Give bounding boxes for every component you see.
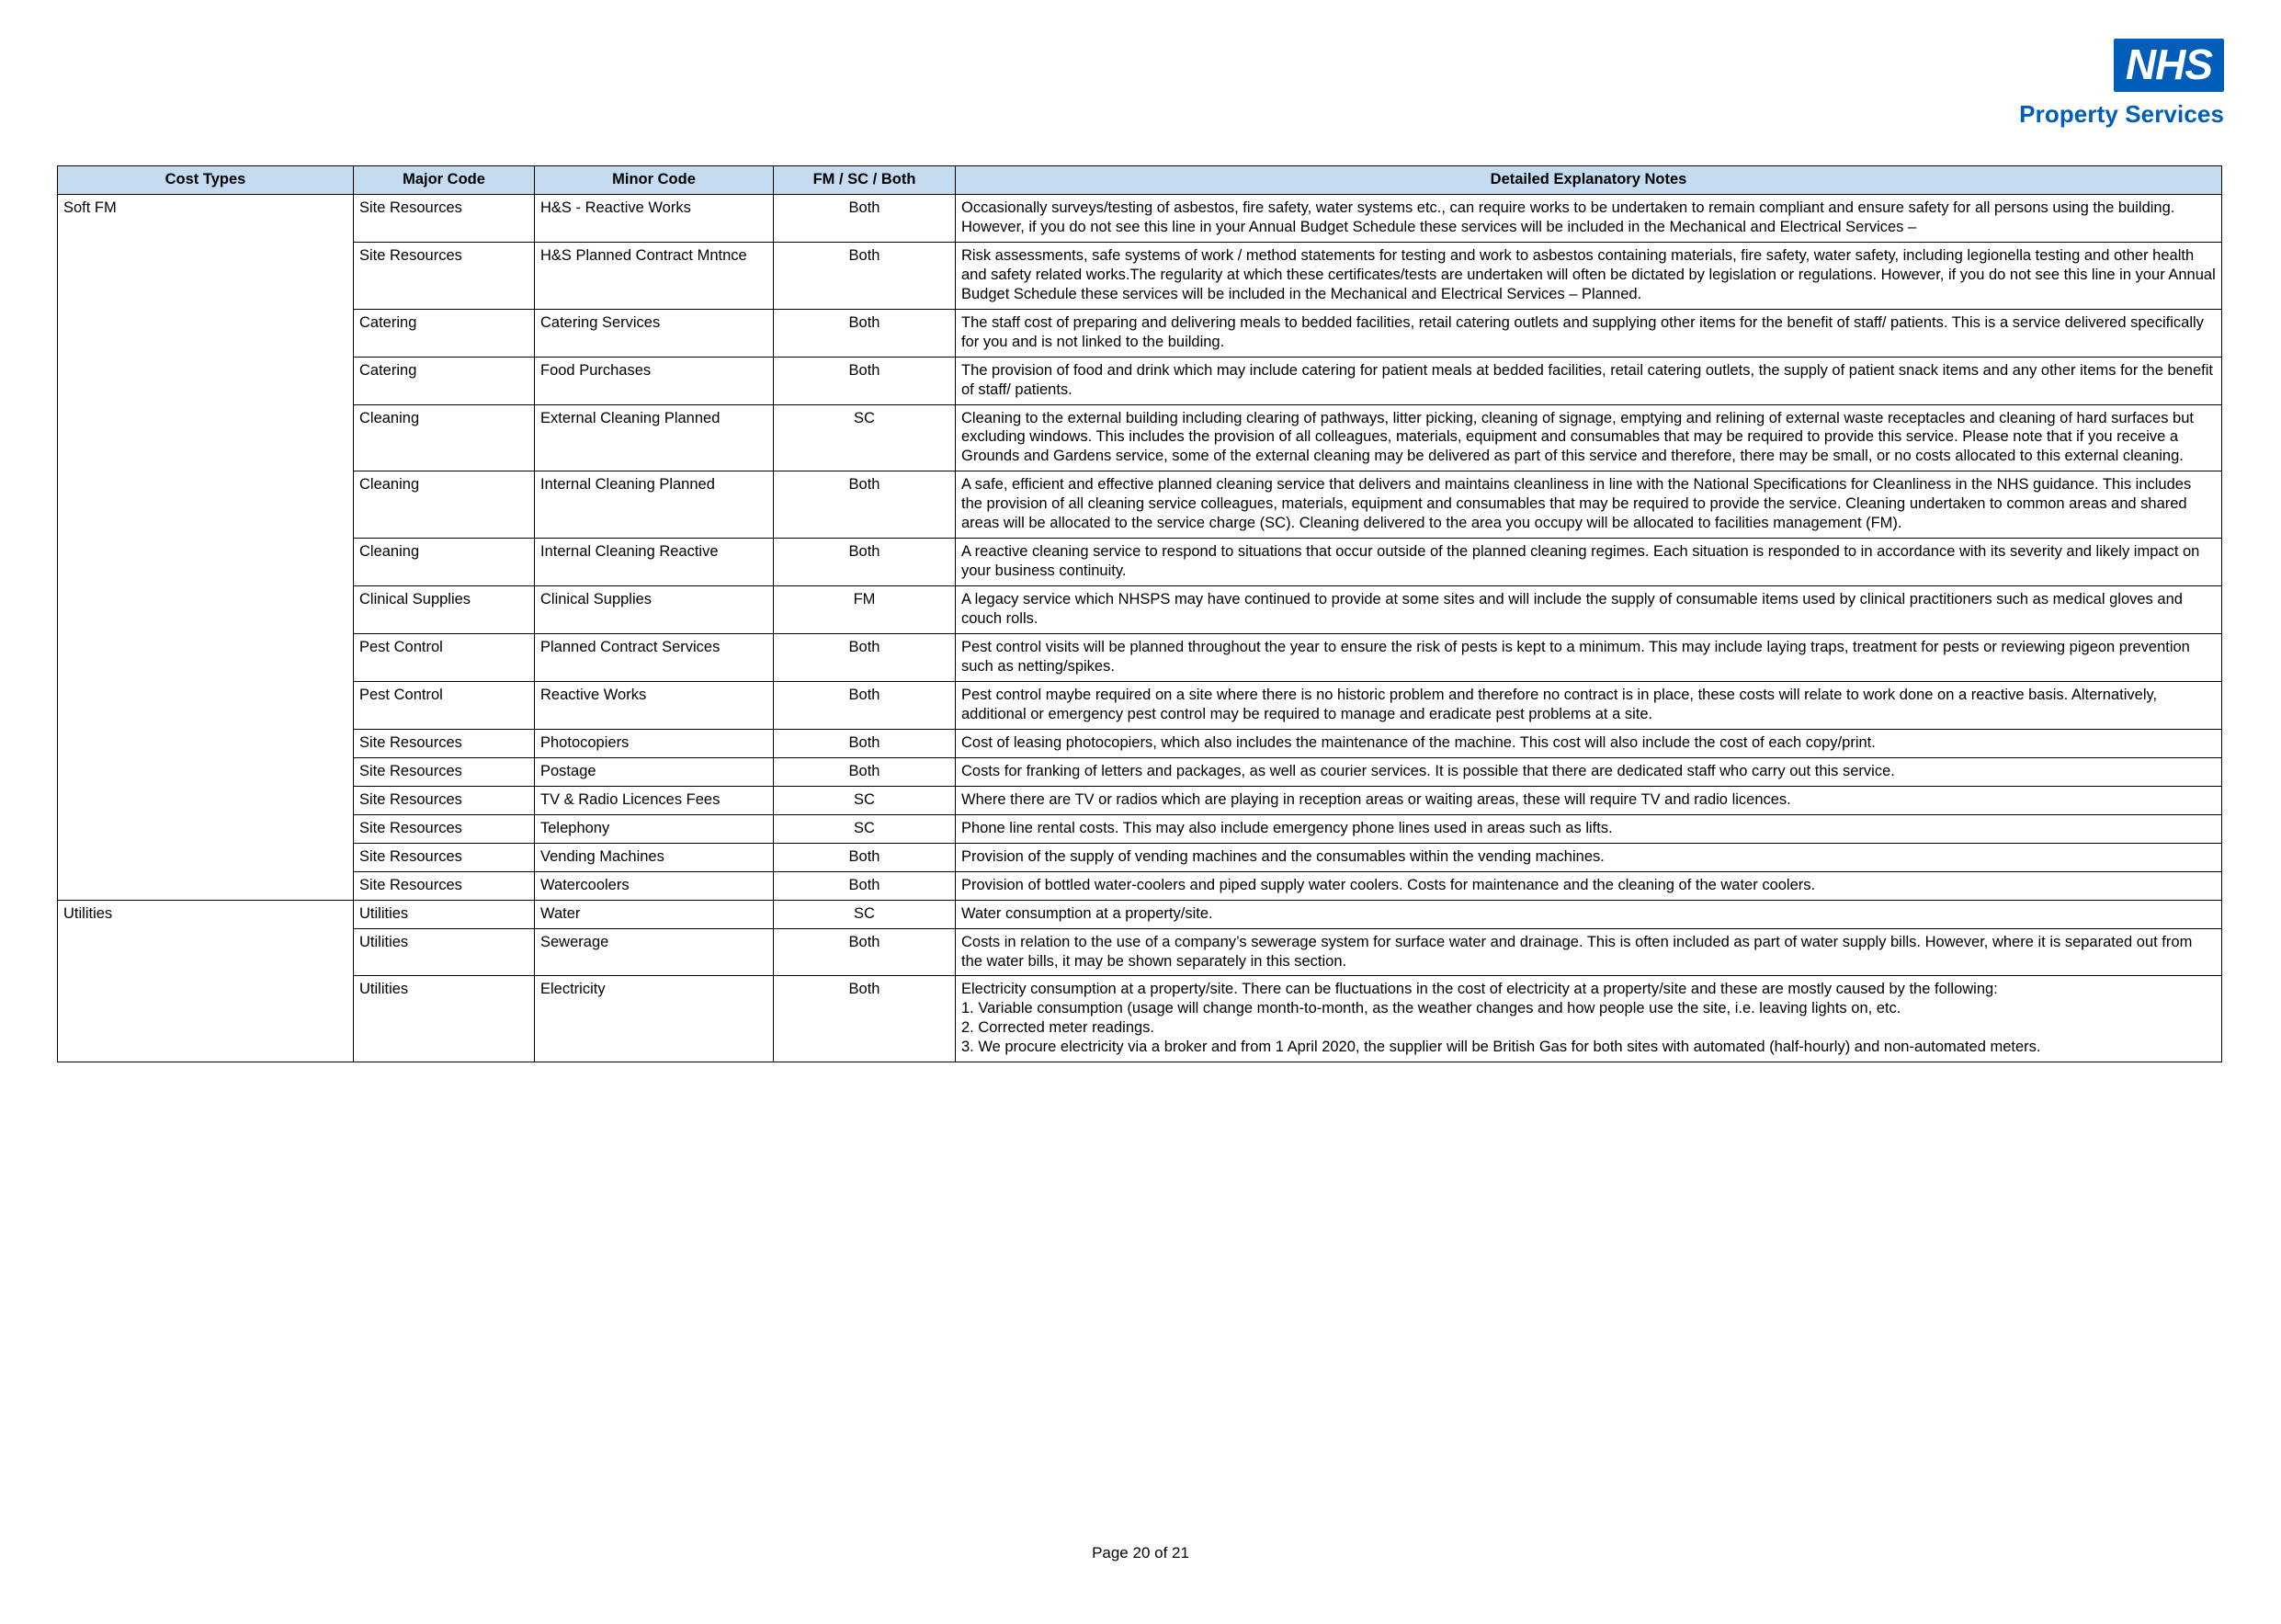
column-header-major-code: Major Code — [354, 166, 535, 195]
cell-detailed-notes — [956, 729, 2222, 757]
table-row — [58, 900, 2222, 928]
cell-minor-code: Food Purchases — [535, 357, 774, 404]
cell-detailed-notes — [956, 786, 2222, 814]
cell-fm-sc-both: Both — [774, 242, 956, 309]
cell-minor-code: Internal Cleaning Planned — [535, 471, 774, 539]
cell-cost-type: Soft FM — [58, 194, 354, 900]
cell-minor-code: Catering Services — [535, 309, 774, 357]
cell-fm-sc-both: Both — [774, 471, 956, 539]
cell-detailed-notes — [956, 757, 2222, 786]
cell-detailed-notes — [956, 976, 2222, 1062]
cell-major-code: Site Resources — [354, 729, 535, 757]
cell-major-code: Catering — [354, 309, 535, 357]
cell-minor-code: Clinical Supplies — [535, 586, 774, 634]
column-header-cost-types: Cost Types — [58, 166, 354, 195]
column-header-detailed-explanatory-notes: Detailed Explanatory Notes — [956, 166, 2222, 195]
cell-major-code: Site Resources — [354, 843, 535, 871]
cell-fm-sc-both: FM — [774, 586, 956, 634]
note-paragraph: Provision of bottled water-coolers and piped supply water coolers. Costs for maintenance and the cleaning of the water coolers. — [961, 876, 1816, 893]
note-paragraph: Risk assessments, safe systems of work / method statements for testing and work to asbestos containing materials, fire safety, water safety, including legionella testing and other health and safety related works.The regularity at which these certificates/tests are undertaken will often be dictated by legislation or regulations. However, if you do not see this line in your Annual Budget Schedule these services will be included in the Mechanical and Electrical Services – Planned. — [961, 246, 2216, 302]
note-paragraph: A reactive cleaning service to respond to situations that occur outside of the planned cleaning regimes. Each situation is responded to in accordance with its severity and likely impact on your business continuity. — [961, 543, 2200, 580]
note-paragraph: Occasionally surveys/testing of asbestos, fire safety, water systems etc., can require works to be undertaken to remain compliant and ensure safety for all persons using the building. However, if you do not see this line in your Annual Budget Schedule these services will be included in the Mechanical and Electrical Services – — [961, 199, 2175, 235]
note-paragraph: 3. We procure electricity via a broker and from 1 April 2020, the supplier will be British Gas for both sites with automated (half-hourly) and non-automated meters. — [961, 1039, 2041, 1056]
cell-minor-code: Watercoolers — [535, 871, 774, 900]
note-paragraph: Pest control maybe required on a site where there is no historic problem and therefore no contract is in place, these costs will relate to work done on a reactive basis. Alternatively, additional or emergency pest control may be required to manage and eradicate pest problems at a site. — [961, 686, 2158, 722]
note-paragraph: The provision of food and drink which may include catering for patient meals at bedded facilities, retail catering outlets, the supply of patient snack items and any other items for the benefit of staff/ patients. — [961, 361, 2213, 398]
table-header — [58, 166, 2222, 195]
cell-fm-sc-both: SC — [774, 786, 956, 814]
note-paragraph: The staff cost of preparing and delivering meals to bedded facilities, retail catering outlets and supplying other items for the benefit of staff/ patients. This is a service delivered specifically for you and is not linked to the building. — [961, 313, 2204, 350]
cell-detailed-notes — [956, 471, 2222, 539]
note-paragraph: Phone line rental costs. This may also include emergency phone lines used in areas such as lifts. — [961, 819, 1613, 836]
note-paragraph: A safe, efficient and effective planned cleaning service that delivers and maintains cleanliness in line with the National Specifications for Cleanliness in the NHS guidance. This includes the provision of all cleaning service colleagues, materials, equipment and consumables that may be required to provide the service. Cleaning undertaken to common areas and shared areas will be allocated to the service charge (SC). Cleaning delivered to the area you occupy will be allocated to facilities management (FM). — [961, 476, 2192, 532]
table-row — [58, 471, 2222, 539]
cell-detailed-notes — [956, 357, 2222, 404]
note-paragraph: Costs in relation to the use of a company’s sewerage system for surface water and drainage. This is often included as part of water supply bills. However, where it is separated out from the water bills, it may be shown separately in this section. — [961, 933, 2193, 970]
cell-fm-sc-both: Both — [774, 976, 956, 1062]
cell-major-code: Site Resources — [354, 242, 535, 309]
cell-fm-sc-both: SC — [774, 814, 956, 843]
note-paragraph: 2. Corrected meter readings. — [961, 1019, 1155, 1037]
cell-minor-code: Reactive Works — [535, 681, 774, 729]
table-row — [58, 357, 2222, 404]
cell-major-code: Site Resources — [354, 871, 535, 900]
cell-minor-code: H&S - Reactive Works — [535, 194, 774, 242]
cell-fm-sc-both: Both — [774, 681, 956, 729]
table-row — [58, 976, 2222, 1062]
table-row — [58, 928, 2222, 976]
cell-detailed-notes — [956, 404, 2222, 471]
cell-detailed-notes — [956, 843, 2222, 871]
cell-fm-sc-both: Both — [774, 871, 956, 900]
cell-minor-code: Photocopiers — [535, 729, 774, 757]
table-row — [58, 681, 2222, 729]
cell-fm-sc-both: Both — [774, 634, 956, 682]
cell-cost-type: Utilities — [58, 900, 354, 1062]
note-paragraph: Pest control visits will be planned throughout the year to ensure the risk of pests is kept to a minimum. This may include laying traps, treatment for pests or reviewing pigeon prevention such as netting/spikes. — [961, 639, 2190, 676]
cell-major-code: Catering — [354, 357, 535, 404]
cell-major-code: Site Resources — [354, 786, 535, 814]
table-row — [58, 194, 2222, 242]
table-row — [58, 757, 2222, 786]
cell-major-code: Pest Control — [354, 634, 535, 682]
cost-types-table — [57, 165, 2222, 1062]
table-row — [58, 539, 2222, 586]
cell-major-code: Clinical Supplies — [354, 586, 535, 634]
cell-fm-sc-both: SC — [774, 404, 956, 471]
cell-detailed-notes — [956, 871, 2222, 900]
cell-detailed-notes — [956, 900, 2222, 928]
cell-major-code: Pest Control — [354, 681, 535, 729]
table-body — [58, 194, 2222, 1062]
cell-major-code: Cleaning — [354, 539, 535, 586]
cell-minor-code: H&S Planned Contract Mntnce — [535, 242, 774, 309]
cell-major-code: Cleaning — [354, 404, 535, 471]
cell-fm-sc-both: SC — [774, 900, 956, 928]
cell-detailed-notes — [956, 309, 2222, 357]
cell-minor-code: Vending Machines — [535, 843, 774, 871]
note-paragraph: Electricity consumption at a property/site. There can be fluctuations in the cost of electricity at a property/site and these are mostly caused by the following: — [961, 981, 1998, 998]
cell-minor-code: External Cleaning Planned — [535, 404, 774, 471]
table-row — [58, 814, 2222, 843]
note-paragraph: Provision of the supply of vending machines and the consumables within the vending machines. — [961, 847, 1605, 865]
note-paragraph: Cleaning to the external building including clearing of pathways, litter picking, cleaning of signage, emptying and relining of external waste receptacles and cleaning of hard surfaces but excluding windows. This includes the provision of all colleagues, materials, equipment and consumables that may be required to provide this service. Please note that if you receive a Grounds and Gardens service, some of the external cleaning may be delivered as part of this service and therefore, there may be small, or no costs allocated to this external cleaning. — [961, 409, 2194, 465]
column-header-minor-code: Minor Code — [535, 166, 774, 195]
note-paragraph: Cost of leasing photocopiers, which also includes the maintenance of the machine. This cost will also include the cost of each copy/print. — [961, 733, 1876, 751]
table-row — [58, 309, 2222, 357]
cell-major-code: Site Resources — [354, 814, 535, 843]
cell-major-code: Site Resources — [354, 757, 535, 786]
cell-minor-code: Telephony — [535, 814, 774, 843]
cell-major-code: Utilities — [354, 928, 535, 976]
cell-fm-sc-both: Both — [774, 194, 956, 242]
table-row — [58, 634, 2222, 682]
cell-fm-sc-both: Both — [774, 843, 956, 871]
cell-detailed-notes — [956, 814, 2222, 843]
note-paragraph: Where there are TV or radios which are playing in reception areas or waiting areas, these will require TV and radio licences. — [961, 790, 1791, 808]
table-row — [58, 729, 2222, 757]
cell-detailed-notes — [956, 634, 2222, 682]
column-header-fm-sc-both: FM / SC / Both — [774, 166, 956, 195]
cell-detailed-notes — [956, 539, 2222, 586]
cell-minor-code: Internal Cleaning Reactive — [535, 539, 774, 586]
note-paragraph: Water consumption at a property/site. — [961, 904, 1213, 922]
table-header-row — [58, 166, 2222, 195]
cell-major-code: Cleaning — [354, 471, 535, 539]
table-row — [58, 786, 2222, 814]
nhs-logo-subtitle: Property Services — [2019, 100, 2224, 128]
cell-fm-sc-both: Both — [774, 928, 956, 976]
cell-minor-code: Water — [535, 900, 774, 928]
cell-detailed-notes — [956, 194, 2222, 242]
cell-minor-code: Electricity — [535, 976, 774, 1062]
cell-fm-sc-both: Both — [774, 539, 956, 586]
cell-minor-code: Postage — [535, 757, 774, 786]
cell-minor-code: Sewerage — [535, 928, 774, 976]
cell-fm-sc-both: Both — [774, 757, 956, 786]
table-row — [58, 586, 2222, 634]
cell-minor-code: Planned Contract Services — [535, 634, 774, 682]
cell-detailed-notes — [956, 242, 2222, 309]
table-row — [58, 242, 2222, 309]
table-row — [58, 871, 2222, 900]
table-row — [58, 843, 2222, 871]
table-row — [58, 404, 2222, 471]
cell-fm-sc-both: Both — [774, 729, 956, 757]
cell-major-code: Utilities — [354, 900, 535, 928]
note-paragraph: Costs for franking of letters and packages, as well as courier services. It is possible that there are dedicated staff who carry out this service. — [961, 762, 1895, 779]
cell-fm-sc-both: Both — [774, 309, 956, 357]
cell-major-code: Utilities — [354, 976, 535, 1062]
nhs-logo-mark: NHS — [2114, 39, 2224, 92]
nhs-property-services-logo — [2019, 39, 2224, 129]
page-footer: Page 20 of 21 — [1092, 1544, 1189, 1562]
note-paragraph: 1. Variable consumption (usage will change month-to-month, as the weather changes and how people use the site, i.e. leaving lights on, etc. — [961, 1000, 1901, 1017]
cell-minor-code: TV & Radio Licences Fees — [535, 786, 774, 814]
cell-detailed-notes — [956, 586, 2222, 634]
cell-fm-sc-both: Both — [774, 357, 956, 404]
cell-major-code: Site Resources — [354, 194, 535, 242]
note-paragraph: A legacy service which NHSPS may have continued to provide at some sites and will include the supply of consumable items used by clinical practitioners such as medical gloves and couch rolls. — [961, 591, 2183, 628]
cell-detailed-notes — [956, 928, 2222, 976]
cell-detailed-notes — [956, 681, 2222, 729]
